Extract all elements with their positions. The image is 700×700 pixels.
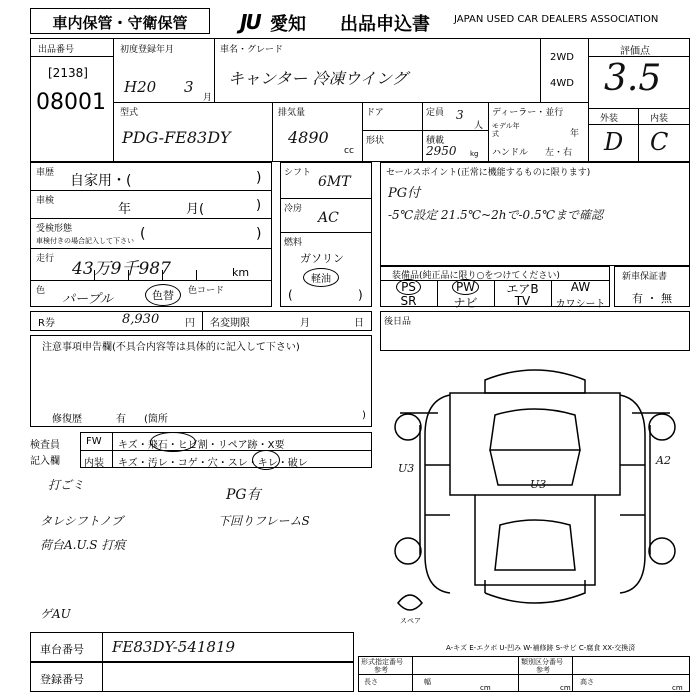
spare-label: スペア bbox=[400, 617, 421, 625]
rating-score: 3.5 bbox=[604, 58, 662, 99]
form-number-label: 形式指定番号 bbox=[361, 658, 403, 666]
equip-sr: SR bbox=[400, 294, 417, 308]
vehicle-history-frame bbox=[30, 162, 272, 307]
equip-leather-seat: カワシート bbox=[555, 299, 606, 310]
shape-label: 形状 bbox=[366, 136, 385, 146]
fuel-diesel: 軽油 bbox=[303, 268, 339, 287]
lot-label: 出品番号 bbox=[38, 45, 75, 55]
registration-month: 3 bbox=[184, 78, 194, 96]
diagram-mark-center: U3 bbox=[530, 478, 547, 491]
name-change-label: 名変期限 bbox=[210, 318, 250, 329]
recycle-fee-frame bbox=[30, 311, 372, 331]
interior-label: 内装 bbox=[650, 114, 669, 124]
height-label: 高さ bbox=[580, 678, 594, 686]
english-title: JAPAN USED CAR DEALERS ASSOCIATION bbox=[454, 14, 659, 25]
later-date-frame bbox=[380, 311, 690, 351]
inspection-label: 車検 bbox=[36, 196, 55, 206]
recycle-label: 受検形態 bbox=[36, 224, 73, 234]
lot-number: 08001 bbox=[36, 90, 106, 115]
shift-label: シフト bbox=[284, 168, 312, 178]
length-label: 長さ bbox=[364, 678, 378, 686]
drive-2wd: 2WD bbox=[550, 52, 574, 63]
inspector-note-6: ゲAU bbox=[40, 607, 71, 621]
displacement-label: 排気量 bbox=[278, 108, 306, 118]
load-label: 積載 bbox=[426, 136, 445, 146]
inspector-entry-label: 記入欄 bbox=[30, 456, 60, 467]
diagram-mark-right: A2 bbox=[656, 454, 671, 467]
recycle-sub: 車検付きの場合記入して下さい bbox=[36, 237, 134, 245]
chassis-number: FE83DY-541819 bbox=[112, 638, 236, 656]
fuel-gasoline: ガソリン bbox=[300, 252, 344, 265]
selling-point-2: -5℃設定 21.5℃~2hで-0.5℃まで確認 bbox=[388, 208, 604, 222]
repair-history-label: 修復歴 bbox=[52, 414, 82, 425]
lot-code: [2138] bbox=[48, 66, 88, 80]
repair-history-value: 有 bbox=[116, 414, 126, 425]
inspector-row1: キズ・飛石・ヒビ割・リペア跡・X要 bbox=[118, 440, 285, 451]
capacity-value: 3 bbox=[456, 108, 464, 122]
registration-month-unit: 月 bbox=[203, 93, 213, 103]
color-value: パープル bbox=[62, 292, 113, 307]
registration-label: 初度登録年月 bbox=[120, 45, 175, 55]
equip-ps: PS bbox=[380, 280, 437, 294]
equip-navi: ナビ bbox=[453, 296, 478, 310]
handle-options: 左・右 bbox=[545, 148, 573, 158]
interior-grade: C bbox=[650, 128, 669, 156]
ju-logo: JU bbox=[240, 10, 260, 34]
selling-points-label: セールスポイント(正常に機能するものに限ります) bbox=[386, 168, 591, 178]
inspector-note-4: 下回りフレームS bbox=[218, 514, 310, 528]
inspection-year: 年 bbox=[118, 202, 132, 217]
inspector-label: 検査員 bbox=[30, 440, 60, 451]
drive-4wd: 4WD bbox=[550, 78, 574, 89]
diagram-mark-left: U3 bbox=[398, 462, 415, 475]
exterior-grade: D bbox=[604, 128, 624, 156]
chassis-label: 車台番号 bbox=[40, 643, 84, 656]
aircon-label: 冷房 bbox=[284, 204, 303, 214]
model-value: PDG-FE83DY bbox=[122, 128, 231, 147]
vehicle-damage-diagram bbox=[380, 355, 690, 655]
load-value: 2950 bbox=[426, 144, 457, 158]
storage-note-box bbox=[30, 8, 210, 34]
equip-tv: TV bbox=[514, 294, 531, 308]
car-name-label: 車名・グレード bbox=[220, 45, 284, 55]
inspector-note-1: 打ごミ bbox=[48, 478, 85, 492]
equip-airbag: エアB bbox=[506, 282, 539, 296]
capacity-unit: 人 bbox=[474, 121, 484, 131]
mileage-value: 43万9千987 bbox=[72, 259, 171, 279]
color-label: 色 bbox=[36, 286, 46, 296]
handle-label: ハンドル bbox=[492, 148, 529, 158]
doors-label: ドア bbox=[366, 108, 384, 118]
year-unit: 年 bbox=[570, 129, 580, 139]
mileage-unit: km bbox=[232, 266, 250, 279]
history-value: 自家用・( bbox=[70, 173, 132, 189]
warranty-options: 有 ・ 無 bbox=[632, 292, 672, 305]
inspector-note-5: 荷台A.U.S 打痕 bbox=[40, 538, 126, 552]
warranty-label: 新車保証書 bbox=[622, 272, 668, 282]
color-change: 色替 bbox=[145, 284, 181, 306]
width-label: 幅 bbox=[424, 678, 431, 686]
equip-pw: PW bbox=[437, 280, 494, 294]
later-date-label: 後日品 bbox=[384, 317, 412, 327]
load-unit: kg bbox=[470, 150, 479, 158]
aircon-value: AC bbox=[318, 210, 339, 226]
inspector-note-2: PG有 bbox=[226, 487, 261, 503]
mileage-label: 走行 bbox=[36, 254, 55, 264]
inspector-interior: 内装 bbox=[84, 458, 104, 469]
dealer-label: ディーラー・並行 bbox=[492, 108, 564, 118]
car-name-value: キャンター 冷凍ウイング bbox=[228, 69, 408, 88]
inspector-row2: キズ・汚レ・コゲ・穴・スレ・キレ・破レ bbox=[118, 458, 308, 469]
recycle-fee-unit: 円 bbox=[185, 318, 195, 329]
fuel-label: 燃料 bbox=[284, 238, 303, 248]
exterior-label: 外装 bbox=[600, 114, 619, 124]
model-year-label: モデル年式 bbox=[492, 122, 520, 138]
form-title: 出品申込書 bbox=[340, 14, 430, 35]
inspector-note-3: タレシフトノブ bbox=[40, 514, 123, 528]
color-code-label: 色コード bbox=[188, 286, 225, 296]
damage-legend: A-キズ E-エクボ U-凹み W-補修跡 S-サビ C-腐食 XX-交換済 bbox=[446, 644, 636, 652]
recycle-fee-value: 8,930 bbox=[122, 312, 160, 327]
shift-value: 6MT bbox=[318, 174, 351, 190]
history-label: 車歴 bbox=[36, 168, 55, 178]
registration-year: H20 bbox=[124, 78, 157, 96]
inspector-fw: FW bbox=[86, 436, 102, 447]
displacement-unit: cc bbox=[344, 146, 354, 156]
displacement-value: 4890 bbox=[288, 128, 329, 147]
recycle-fee-label: R券 bbox=[38, 318, 55, 329]
capacity-label: 定員 bbox=[426, 108, 445, 118]
repair-place: (箇所 bbox=[144, 414, 168, 425]
inspection-month: 月( bbox=[186, 202, 205, 217]
logo-text: 愛知 bbox=[270, 14, 306, 35]
model-label: 型式 bbox=[120, 108, 139, 118]
class-number-label: 類別区分番号 bbox=[521, 658, 563, 666]
notes-label: 注意事項申告欄(不具合内容等は具体的に記入して下さい) bbox=[42, 342, 300, 353]
registration-number-label: 登録番号 bbox=[40, 673, 84, 686]
equip-aw: AW bbox=[570, 280, 591, 294]
equipment-label: 装備品(純正品に限り○をつけてください) bbox=[392, 271, 560, 281]
storage-note: 車内保管・守衛保管 bbox=[52, 14, 188, 32]
selling-point-1: PG付 bbox=[388, 186, 421, 201]
rating-label: 評価点 bbox=[620, 46, 650, 57]
